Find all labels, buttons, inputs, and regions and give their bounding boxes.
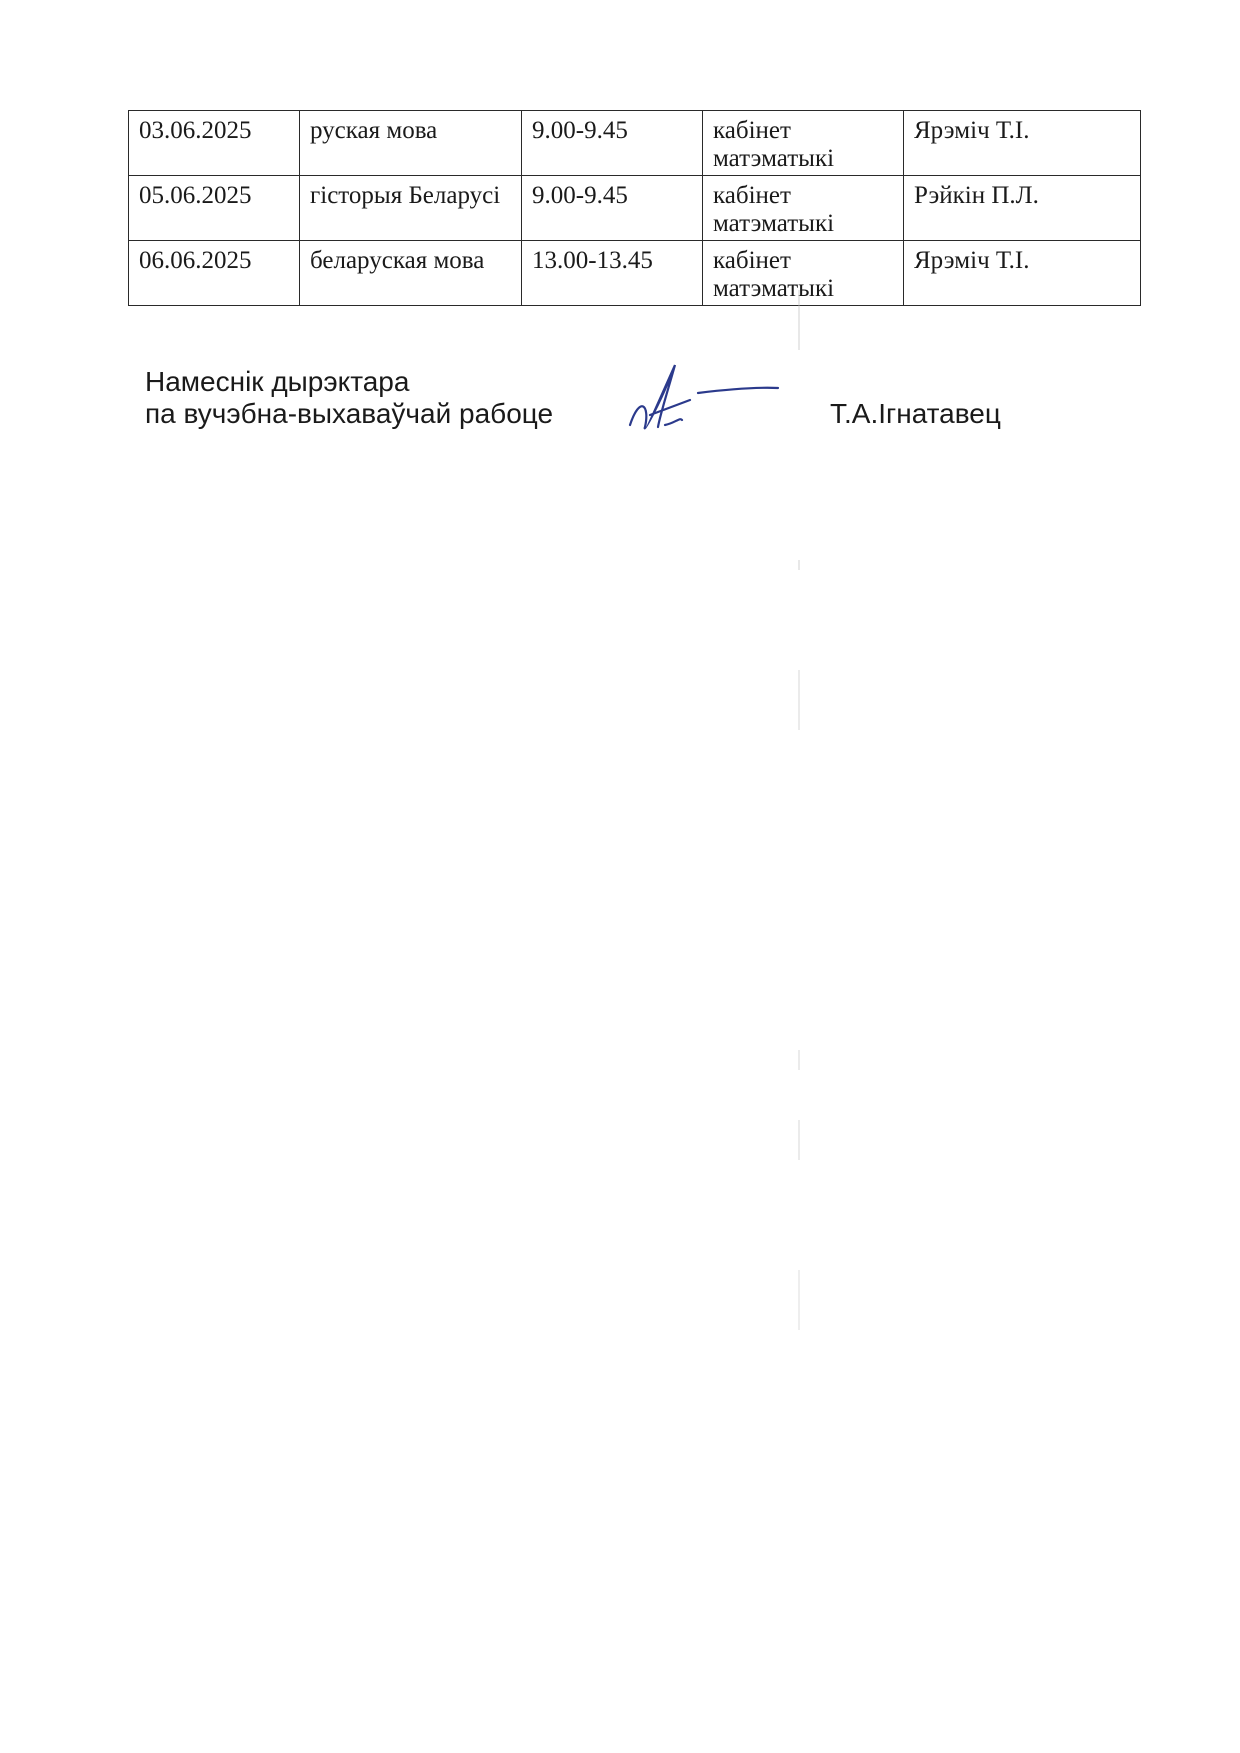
scan-fold-line <box>798 670 800 730</box>
teacher-cell: Ярэміч Т.І. <box>904 111 1141 176</box>
scan-fold-line <box>798 1120 800 1160</box>
signer-position <box>145 366 553 430</box>
time-cell: 9.00-9.45 <box>522 111 703 176</box>
signer-position-line1: Намеснік дырэктара <box>145 366 410 397</box>
subject-cell: гісторыя Беларусі <box>300 176 522 241</box>
teacher-cell: Рэйкін П.Л. <box>904 176 1141 241</box>
time-cell: 9.00-9.45 <box>522 176 703 241</box>
scan-fold-line <box>798 290 800 350</box>
table-row <box>129 241 1141 306</box>
scan-fold-line <box>798 560 800 570</box>
subject-cell: беларуская мова <box>300 241 522 306</box>
exam-schedule-table <box>128 110 1141 306</box>
scan-fold-line <box>798 1270 800 1330</box>
teacher-cell: Ярэміч Т.І. <box>904 241 1141 306</box>
signer-position-line2: па вучэбна-выхаваўчай рабоце <box>145 398 554 429</box>
room-cell: кабінет матэматыкі <box>703 111 904 176</box>
date-cell: 05.06.2025 <box>129 176 300 241</box>
subject-cell: руская мова <box>300 111 522 176</box>
room-cell: кабінет матэматыкі <box>703 176 904 241</box>
date-cell: 06.06.2025 <box>129 241 300 306</box>
signer-name: Т.А.Ігнатавец <box>830 398 1001 429</box>
table-row <box>129 111 1141 176</box>
handwritten-signature <box>620 345 780 435</box>
time-cell: 13.00-13.45 <box>522 241 703 306</box>
table-row <box>129 176 1141 241</box>
room-cell: кабінет матэматыкі <box>703 241 904 306</box>
date-cell: 03.06.2025 <box>129 111 300 176</box>
scan-fold-line <box>798 1050 800 1070</box>
